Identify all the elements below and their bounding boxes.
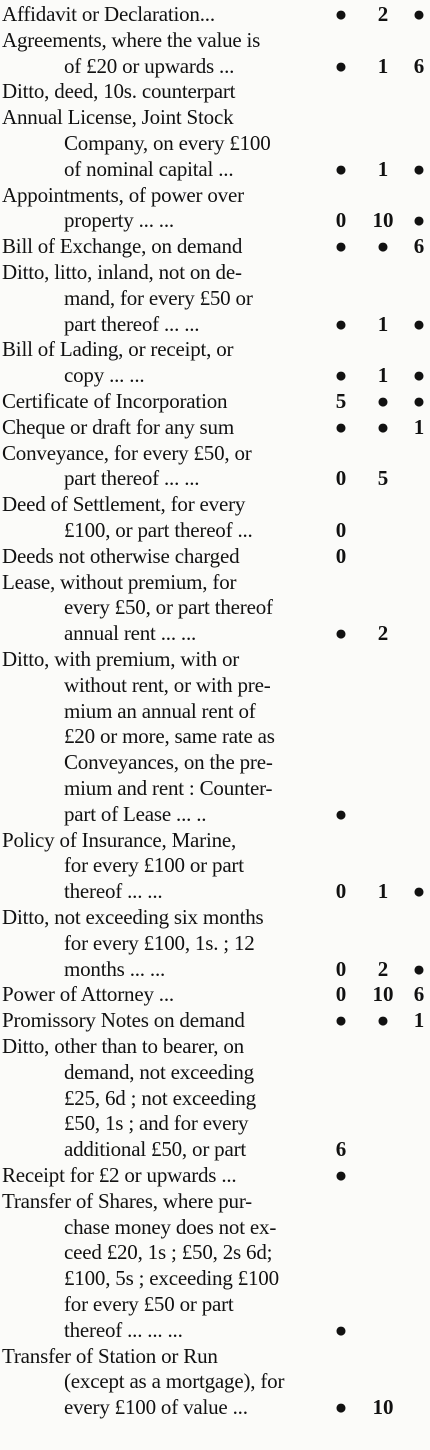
entry-heading: Transfer of Station or Run	[2, 1343, 218, 1368]
amount-pounds: ●	[334, 414, 348, 439]
entry-heading: Ditto, other than to bearer, on	[2, 1034, 244, 1058]
amount-shillings: 10	[372, 208, 394, 233]
entry-heading: Deed of Settlement, for every	[2, 492, 246, 517]
amount-pence: ●	[412, 2, 426, 26]
table-entry	[0, 492, 430, 544]
amount-pence: 1	[413, 1008, 425, 1033]
entry-heading: Lease, without premium, for	[2, 569, 237, 594]
entry-heading: Bill of Exchange, on demand	[2, 234, 243, 259]
table-entry	[0, 260, 430, 337]
amount-shillings: 1	[377, 311, 389, 336]
table-entry	[0, 441, 430, 493]
entry-heading: Promissory Notes on demand	[2, 1008, 245, 1033]
entry-continuation: Conveyances, on the pre-	[64, 750, 273, 775]
table-entry	[0, 234, 430, 260]
amount-pence: ●	[412, 879, 426, 904]
entry-continuation: for every £100 or part	[64, 853, 244, 878]
table-entry	[0, 647, 430, 828]
table-entry	[0, 28, 430, 80]
table-entry	[0, 105, 430, 182]
entry-continuation: part thereof ... ...	[64, 311, 200, 336]
amount-shillings: ●	[376, 414, 390, 439]
entry-continuation: mand, for every £50 or	[64, 285, 253, 310]
entry-heading: Conveyance, for every £50, or	[2, 440, 252, 465]
entry-continuation: for every £50 or part	[64, 1291, 234, 1316]
table-entry	[0, 544, 430, 570]
entry-continuation: property ... ...	[64, 208, 174, 233]
amount-pounds: 0	[335, 879, 347, 904]
amount-pence: ●	[412, 208, 426, 233]
entry-heading: Ditto, deed, 10s. counterpart	[2, 79, 236, 104]
entry-continuation: thereof ... ...	[64, 879, 163, 904]
entry-heading: Affidavit or Declaration...	[2, 2, 215, 26]
entry-heading: Ditto, litto, inland, not on de-	[2, 260, 242, 284]
amount-shillings: 2	[377, 2, 389, 26]
entry-heading: Transfer of Shares, where pur-	[2, 1188, 252, 1213]
entry-continuation: part thereof ... ...	[64, 466, 200, 491]
amount-pence: ●	[412, 156, 426, 181]
amount-shillings: 1	[377, 363, 389, 388]
entry-heading: Receipt for £2 or upwards ...	[2, 1163, 237, 1187]
amount-pence: 6	[413, 234, 425, 259]
entry-heading: Bill of Lading, or receipt, or	[2, 337, 234, 362]
amount-pence: ●	[412, 389, 426, 413]
amount-pounds: ●	[334, 363, 348, 388]
entry-continuation: every £100 of value ...	[64, 1395, 248, 1420]
amount-shillings: ●	[376, 234, 390, 259]
table-entry	[0, 79, 430, 105]
table-entry	[0, 183, 430, 235]
entry-heading: Ditto, with premium, with or	[2, 647, 240, 671]
entry-heading: Cheque or draft for any sum	[2, 414, 234, 439]
amount-pence: ●	[412, 363, 426, 388]
amount-shillings: 1	[377, 156, 389, 181]
amount-shillings: 10	[372, 982, 394, 1007]
amount-pounds: ●	[334, 1395, 348, 1420]
amount-pounds: ●	[334, 234, 348, 259]
entry-continuation: months ... ...	[64, 956, 166, 981]
amount-pounds: ●	[334, 2, 348, 26]
table-entry	[0, 1008, 430, 1034]
table-entry	[0, 2, 430, 28]
table-entry	[0, 570, 430, 647]
entry-continuation: ceed £20, 1s ; £50, 2s 6d;	[64, 1240, 273, 1265]
amount-pence: 6	[413, 53, 425, 78]
entry-continuation: part of Lease ... ..	[64, 801, 207, 826]
amount-shillings: ●	[376, 389, 390, 413]
table-entry	[0, 1034, 430, 1163]
amount-shillings: 5	[377, 466, 389, 491]
table-entry	[0, 1344, 430, 1421]
table-entry	[0, 415, 430, 441]
entry-continuation: £100, 5s ; exceeding £100	[64, 1266, 279, 1291]
entry-continuation: demand, not exceeding	[64, 1059, 254, 1084]
entry-heading: Ditto, not exceeding six months	[2, 905, 264, 929]
table-entry	[0, 1189, 430, 1344]
entry-continuation: annual rent ... ...	[64, 621, 197, 646]
amount-shillings: 1	[377, 879, 389, 904]
amount-pounds: 0	[335, 982, 347, 1007]
entry-heading: Appointments, of power over	[2, 182, 244, 207]
table-entry	[0, 905, 430, 982]
entry-continuation: for every £100, 1s. ; 12	[64, 930, 255, 955]
amount-pounds: ●	[334, 311, 348, 336]
entry-continuation: Company, on every £100	[64, 130, 271, 155]
entry-heading: Policy of Insurance, Marine,	[2, 827, 237, 852]
amount-shillings: 10	[372, 1395, 394, 1420]
entry-continuation: copy ... ...	[64, 363, 145, 388]
entry-continuation: of £20 or upwards ...	[64, 53, 235, 78]
table-entry	[0, 1163, 430, 1189]
amount-pounds: ●	[334, 1163, 348, 1187]
entry-continuation: without rent, or with pre-	[64, 672, 271, 697]
entry-heading: Agreements, where the value is	[2, 27, 261, 52]
table-entry	[0, 828, 430, 905]
amount-pence: 1	[413, 414, 425, 439]
amount-pounds: 0	[335, 543, 347, 568]
amount-pounds: 0	[335, 466, 347, 491]
entry-continuation: mium an annual rent of	[64, 698, 256, 723]
entry-heading: Power of Attorney ...	[2, 982, 174, 1007]
amount-pounds: 6	[335, 1137, 347, 1162]
table-entry	[0, 982, 430, 1008]
amount-pence: ●	[412, 311, 426, 336]
entry-continuation: £20 or more, same rate as	[64, 724, 275, 749]
amount-pounds: 0	[335, 956, 347, 981]
entry-continuation: additional £50, or part	[64, 1137, 247, 1162]
entry-heading: Certificate of Incorporation	[2, 389, 228, 413]
amount-shillings: 2	[377, 621, 389, 646]
entry-continuation: (except as a mortgage), for	[64, 1369, 285, 1394]
amount-pounds: 5	[335, 389, 347, 413]
entry-continuation: thereof ... ... ...	[64, 1317, 183, 1342]
amount-pounds: ●	[334, 801, 348, 826]
amount-shillings: ●	[376, 1008, 390, 1033]
amount-pounds: 0	[335, 208, 347, 233]
amount-pounds: ●	[334, 156, 348, 181]
entry-continuation: every £50, or part thereof	[64, 595, 273, 620]
entry-continuation: of nominal capital ...	[64, 156, 234, 181]
entry-continuation: mium and rent : Counter-	[64, 776, 273, 800]
entry-continuation: £50, 1s ; and for every	[64, 1111, 249, 1136]
entry-continuation: chase money does not ex-	[64, 1214, 277, 1239]
amount-shillings: 2	[377, 956, 389, 981]
table-entry	[0, 389, 430, 415]
amount-shillings: 1	[377, 53, 389, 78]
amount-pounds: 0	[335, 517, 347, 542]
entry-continuation: £100, or part thereof ...	[64, 517, 253, 542]
entry-continuation: £25, 6d ; not exceeding	[64, 1085, 256, 1110]
amount-pounds: ●	[334, 1008, 348, 1033]
amount-pence: ●	[412, 956, 426, 981]
amount-pounds: ●	[334, 621, 348, 646]
amount-pence: 6	[413, 982, 425, 1007]
amount-pounds: ●	[334, 53, 348, 78]
amount-pounds: ●	[334, 1317, 348, 1342]
entry-heading: Deeds not otherwise charged	[2, 543, 240, 568]
table-entry	[0, 337, 430, 389]
entry-heading: Annual License, Joint Stock	[2, 105, 234, 130]
